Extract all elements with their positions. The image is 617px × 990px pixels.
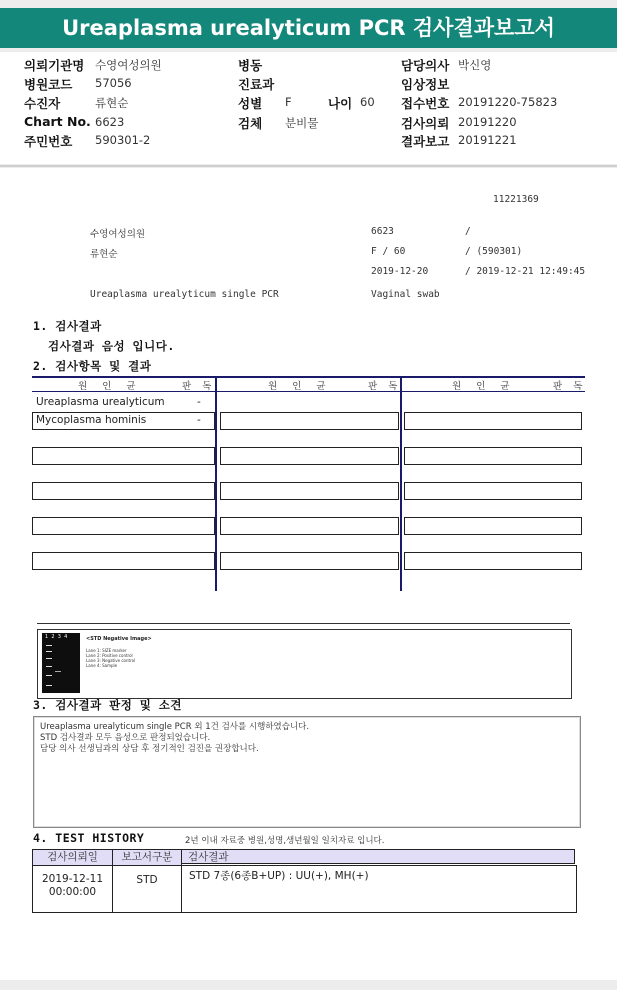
header-label-resident-no: 주민번호 <box>24 134 73 149</box>
opinion-line-2: STD 검사결과 모두 음성으로 판정되었습니다. <box>40 733 211 743</box>
header-value-hospital-code: 57056 <box>95 76 132 90</box>
header-value-patient: 류현순 <box>95 96 129 110</box>
table-cell <box>220 447 399 465</box>
opinion-line-1: Ureaplasma urealyticum single PCR 외 1건 검사를 시행하였습니다. <box>40 722 310 732</box>
section3-title: 3. 검사결과 판정 및 소견 <box>33 698 183 712</box>
info-specimen: Vaginal swab <box>371 289 440 300</box>
table-cell <box>220 412 399 430</box>
header-label-patient: 수진자 <box>24 96 61 111</box>
opinion-box <box>33 716 581 828</box>
table-cell <box>404 482 582 500</box>
history-header-type: 보고서구분 <box>112 849 182 866</box>
header-label-ward: 병동 <box>238 58 263 73</box>
info-hospital: 수영여성의원 <box>90 229 146 240</box>
info-report-datetime: / 2019-12-21 12:49:45 <box>465 266 586 277</box>
header-label-chart-no: Chart No. <box>24 114 91 129</box>
table-cell <box>404 552 582 570</box>
table-divider-2 <box>400 376 402 591</box>
info-chart: 6623 <box>371 226 394 237</box>
info-test-name: Ureaplasma urealyticum single PCR <box>90 289 279 300</box>
gel-legend-3: Lane 3: Negative control <box>86 658 136 663</box>
gel-image-box <box>37 629 572 699</box>
header-value-specimen: 분비물 <box>285 116 319 130</box>
gel-top-rule <box>37 623 570 624</box>
gel-legend-4: Lane 4: Sample <box>86 663 118 668</box>
table-cell <box>220 517 399 535</box>
header-value-resident-no: 590301-2 <box>95 133 151 147</box>
table-cell <box>404 447 582 465</box>
gel-lane-numbers: 1 2 3 4 <box>45 634 68 640</box>
col-header-judgement-1: 판 독 <box>182 381 216 392</box>
col-header-judgement-3: 판 독 <box>553 381 587 392</box>
table-cell <box>32 552 215 570</box>
gel-legend-2: Lane 2: Positive control <box>86 653 133 658</box>
header-label-clinical-info: 임상정보 <box>401 77 450 92</box>
header-label-doctor: 담당의사 <box>401 58 450 73</box>
table-cell <box>32 447 215 465</box>
section1-result: 검사결과 음성 입니다. <box>48 339 175 353</box>
header-value-request-date: 20191220 <box>458 115 517 129</box>
col-header-pathogen-3: 원 인 균 <box>452 381 516 392</box>
header-value-age: 60 <box>360 95 375 109</box>
history-header-result: 검사결과 <box>181 849 575 864</box>
item-name-2: Mycoplasma hominis <box>36 414 147 426</box>
section4-title: 4. TEST HISTORY <box>33 831 145 845</box>
section2-title: 2. 검사항목 및 결과 <box>33 359 152 373</box>
opinion-line-3: 담당 의사 선생님과의 상담 후 정기적인 검진을 권장합니다. <box>40 744 259 754</box>
history-time: 00:00:00 <box>48 886 97 898</box>
header-value-chart-no: 6623 <box>95 115 125 129</box>
history-date: 2019-12-11 <box>41 873 104 885</box>
report-id: 11221369 <box>493 194 539 205</box>
header-info <box>0 52 617 164</box>
header-value-institution: 수영여성의원 <box>95 58 162 72</box>
header-divider <box>0 165 617 167</box>
header-label-age: 나이 <box>328 96 353 111</box>
table-cell <box>32 482 215 500</box>
table-cell <box>220 552 399 570</box>
table-divider-1 <box>215 376 217 591</box>
col-header-pathogen-1: 원 인 균 <box>78 381 142 392</box>
header-label-specimen: 검체 <box>238 116 263 131</box>
header-value-gender: F <box>285 95 292 109</box>
info-slash: / <box>465 226 471 237</box>
history-header-date: 검사의뢰일 <box>32 849 113 866</box>
header-value-doctor: 박신영 <box>458 58 492 72</box>
col-header-pathogen-2: 원 인 균 <box>268 381 332 392</box>
header-label-request-date: 검사의뢰 <box>401 116 450 131</box>
header-value-report-date: 20191221 <box>458 133 517 147</box>
table-cell <box>404 412 582 430</box>
history-cell-date <box>32 865 113 913</box>
section1-title: 1. 검사결과 <box>33 319 102 333</box>
item-name-1: Ureaplasma urealyticum <box>36 396 165 408</box>
history-type: STD <box>136 874 158 886</box>
item-result-1: - <box>197 396 201 408</box>
col-header-judgement-2: 판 독 <box>368 381 402 392</box>
info-request-date: 2019-12-20 <box>371 266 429 277</box>
gel-legend-1: Lane 1: SIZE marker <box>86 648 127 653</box>
header-label-hospital-code: 병원코드 <box>24 77 73 92</box>
report-title: Ureaplasma urealyticum PCR 검사결과보고서 <box>0 8 617 48</box>
header-label-institution: 의뢰기관명 <box>24 58 85 73</box>
table-cell <box>220 482 399 500</box>
header-label-receipt-no: 접수번호 <box>401 96 450 111</box>
info-patient: 류현순 <box>90 249 118 260</box>
header-label-gender: 성별 <box>238 96 263 111</box>
header-label-report-date: 결과보고 <box>401 134 450 149</box>
history-cell-result <box>181 865 577 913</box>
table-cell <box>32 517 215 535</box>
section4-note: 2년 이내 자료중 병원,성명,생년월일 일치자료 입니다. <box>185 836 385 846</box>
gel-title: <STD Negative Image> <box>86 636 152 642</box>
header-label-department: 진료과 <box>238 77 275 92</box>
gel-image <box>42 633 80 693</box>
header-value-receipt-no: 20191220-75823 <box>458 95 558 109</box>
history-cell-type <box>112 865 182 913</box>
item-result-2: - <box>197 414 201 426</box>
history-result: STD 7종(6종B+UP) : UU(+), MH(+) <box>189 870 369 882</box>
table-cell <box>404 517 582 535</box>
info-birth: / (590301) <box>465 246 523 257</box>
info-gender-age: F / 60 <box>371 246 406 257</box>
